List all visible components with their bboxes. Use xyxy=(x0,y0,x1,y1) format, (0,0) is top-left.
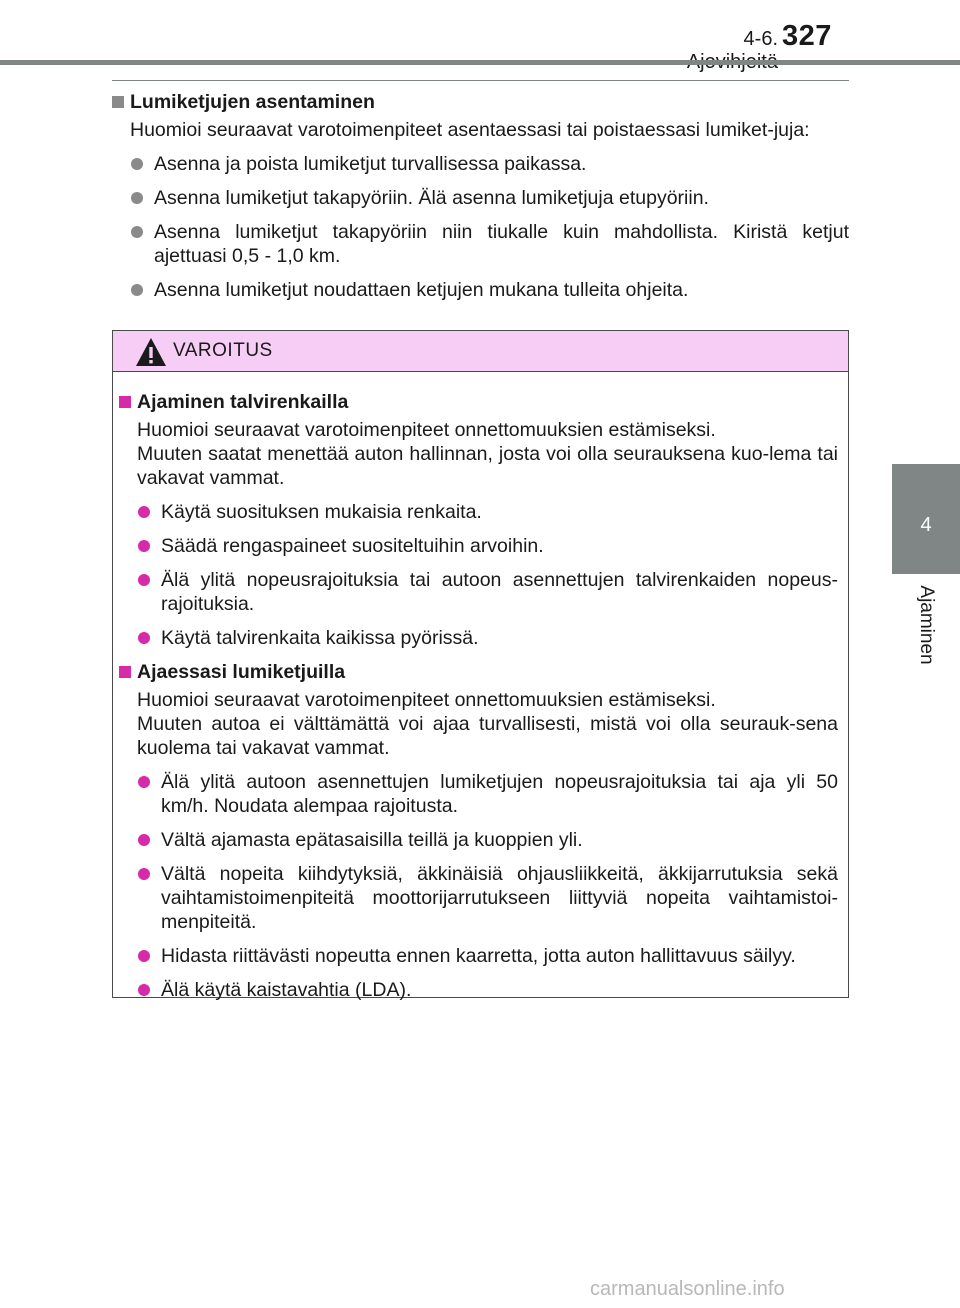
list-item: Asenna lumiketjut takapyöriin niin tiukalle kuin mahdollista. Kiristä ketjut ajettuasi 0,5 - 1,0 km. xyxy=(112,220,849,268)
watermark: carmanualsonline.info xyxy=(590,1278,785,1300)
list-item: Käytä suosituksen mukaisia renkaita. xyxy=(119,500,838,524)
warning-header xyxy=(113,331,848,372)
circle-bullet-icon xyxy=(138,776,150,788)
square-bullet-icon xyxy=(119,396,131,408)
list-item: Käytä talvirenkaita kaikissa pyörissä. xyxy=(119,626,838,650)
list-item: Hidasta riittävästi nopeutta ennen kaarretta, jotta auton hallittavuus säilyy. xyxy=(119,944,838,968)
circle-bullet-icon xyxy=(138,984,150,996)
list-item: Vältä nopeita kiihdytyksiä, äkkinäisiä ohjausliikkeitä, äkkijarrutuksia sekä vaihtamistoimenpiteitä moottorijarrutukseen liittyviä nopeita vaihtamistoi-menpiteitä. xyxy=(119,862,838,934)
section-title: 4-6. xyxy=(743,28,778,50)
list-item: Asenna ja poista lumiketjut turvallisessa paikassa. xyxy=(112,152,849,176)
header-rule xyxy=(0,60,960,65)
warning-triangle-icon xyxy=(135,337,167,367)
list-item: Älä ylitä autoon asennettujen lumiketjujen nopeusrajoituksia tai aja yli 50 km/h. Noudata alempaa rajoitusta. xyxy=(119,770,838,818)
page-number: 327 xyxy=(782,20,832,52)
warning-title: VAROITUS xyxy=(173,340,273,361)
list-item: Älä ylitä nopeusrajoituksia tai autoon asennettujen talvirenkaiden nopeus-rajoituksia. xyxy=(119,568,838,616)
circle-bullet-icon xyxy=(138,632,150,644)
warning-intro: Huomioi seuraavat varotoimenpiteet onnettomuuksien estämiseksi. xyxy=(137,419,716,441)
warning-box xyxy=(112,330,849,1001)
square-bullet-icon xyxy=(112,96,124,108)
warning-block-heading: Ajaessasi lumiketjuilla xyxy=(119,660,838,684)
warning-block-heading: Ajaminen talvirenkailla xyxy=(119,390,838,414)
warning-intro: Huomioi seuraavat varotoimenpiteet onnettomuuksien estämiseksi. xyxy=(137,689,716,711)
warning-body xyxy=(113,372,848,1002)
list-item: Älä käytä kaistavahtia (LDA). xyxy=(119,978,838,1002)
list-item: Vältä ajamasta epätasaisilla teillä ja kuoppien yli. xyxy=(119,828,838,852)
circle-bullet-icon xyxy=(138,506,150,518)
content-top-rule xyxy=(112,80,849,81)
warning-consequence: Muuten autoa ei välttämättä voi ajaa turvallisesti, mistä voi olla seurauk-sena kuolema tai vakavat vammat. xyxy=(137,713,838,759)
warning-consequence: Muuten saatat menettää auton hallinnan, josta voi olla seurauksena kuo-lema tai vakavat vammat. xyxy=(137,443,838,489)
circle-bullet-icon xyxy=(138,868,150,880)
list-item: Säädä rengaspaineet suositeltuihin arvoihin. xyxy=(119,534,838,558)
main-content xyxy=(112,90,849,312)
circle-bullet-icon xyxy=(138,574,150,586)
circle-bullet-icon xyxy=(138,540,150,552)
chapter-number: 4 xyxy=(920,514,932,536)
circle-bullet-icon xyxy=(131,192,143,204)
circle-bullet-icon xyxy=(138,950,150,962)
circle-bullet-icon xyxy=(131,226,143,238)
circle-bullet-icon xyxy=(131,158,143,170)
chapter-label: Ajaminen xyxy=(916,585,937,665)
section-heading: Lumiketjujen asentaminen xyxy=(112,90,849,114)
square-bullet-icon xyxy=(119,666,131,678)
list-item: Asenna lumiketjut noudattaen ketjujen mukana tulleita ohjeita. xyxy=(112,278,849,302)
section-intro: Huomioi seuraavat varotoimenpiteet asentaessasi tai poistaessasi lumiket-juja: xyxy=(130,119,810,141)
circle-bullet-icon xyxy=(131,284,143,296)
list-item: Asenna lumiketjut takapyöriin. Älä asenna lumiketjuja etupyöriin. xyxy=(112,186,849,210)
circle-bullet-icon xyxy=(138,834,150,846)
